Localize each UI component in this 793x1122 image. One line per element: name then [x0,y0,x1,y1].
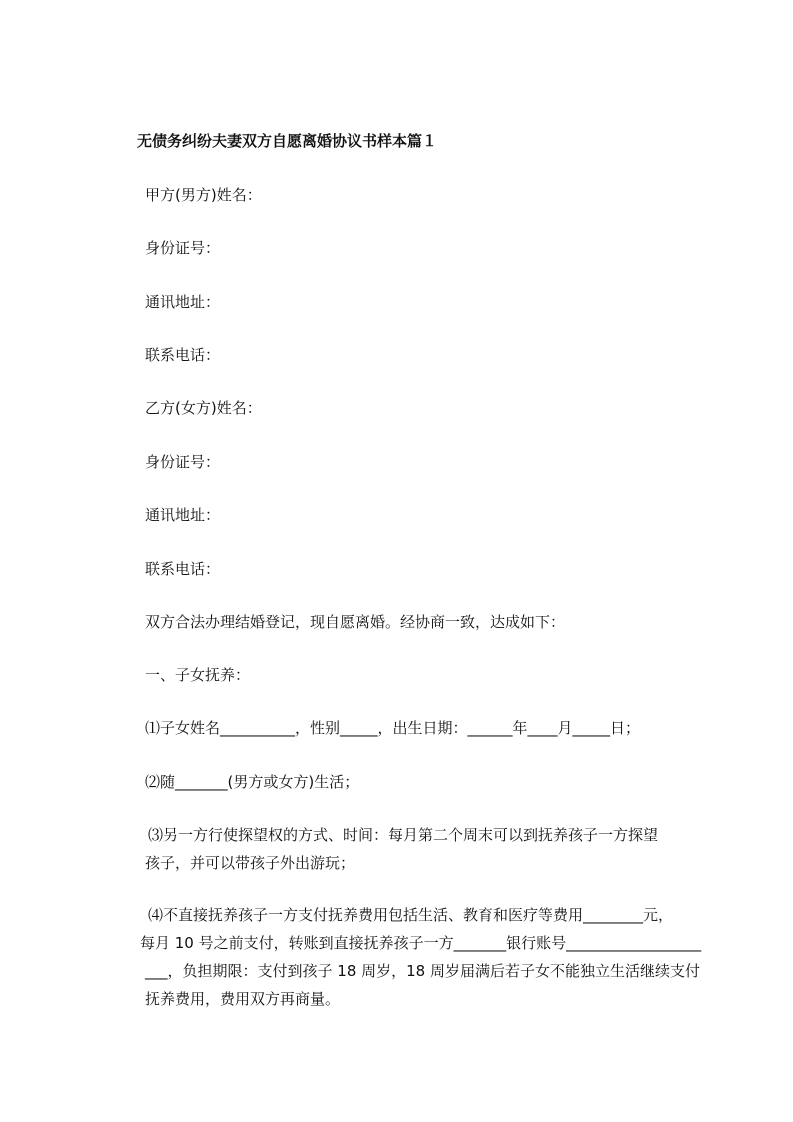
party-b-address-label: 通讯地址： [145,506,221,524]
clause-4-line-4: 抚养费用，费用双方再商量。 [145,990,341,1008]
party-a-phone-label: 联系电话： [145,346,221,364]
clause-4-line-2: 每月 10 号之前支付，转账到直接抚养孩子一方_______银行账号__________________ [140,934,702,952]
clause-4-line-1: ⑷不直接抚养孩子一方支付抚养费用包括生活、教育和医疗等费用________元， [148,906,674,924]
clause-1-child-info: ⑴子女姓名__________，性别_____，出生日期：______年____月_____日； [145,719,641,737]
party-b-phone-label: 联系电话： [145,560,221,578]
party-b-id-label: 身份证号： [145,453,221,471]
clause-3-line-1: ⑶另一方行使探望权的方式、时间：每月第二个周末可以到抚养孩子一方探望 [148,826,659,844]
document-title: 无债务纠纷夫妻双方自愿离婚协议书样本篇１ [137,132,438,150]
clause-2-custody: ⑵随_______(男方或女方)生活； [145,773,360,791]
clause-3-line-2: 孩子，并可以带孩子外出游玩； [145,854,356,872]
party-a-name-label: 甲方(男方)姓名： [145,186,262,204]
party-b-name-label: 乙方(女方)姓名： [145,399,262,417]
party-a-address-label: 通讯地址： [145,293,221,311]
clause-4-support [105,901,705,1013]
clause-3-visitation [105,821,705,877]
party-a-id-label: 身份证号： [145,239,221,257]
section-heading-child-custody: 一、子女抚养： [145,666,251,684]
clause-4-line-3: ___，负担期限：支付到孩子 18 周岁，18 周岁届满后若子女不能独立生活继续支付 [145,962,700,980]
intro-paragraph: 双方合法办理结婚登记，现自愿离婚。经协商一致，达成如下： [145,613,566,631]
